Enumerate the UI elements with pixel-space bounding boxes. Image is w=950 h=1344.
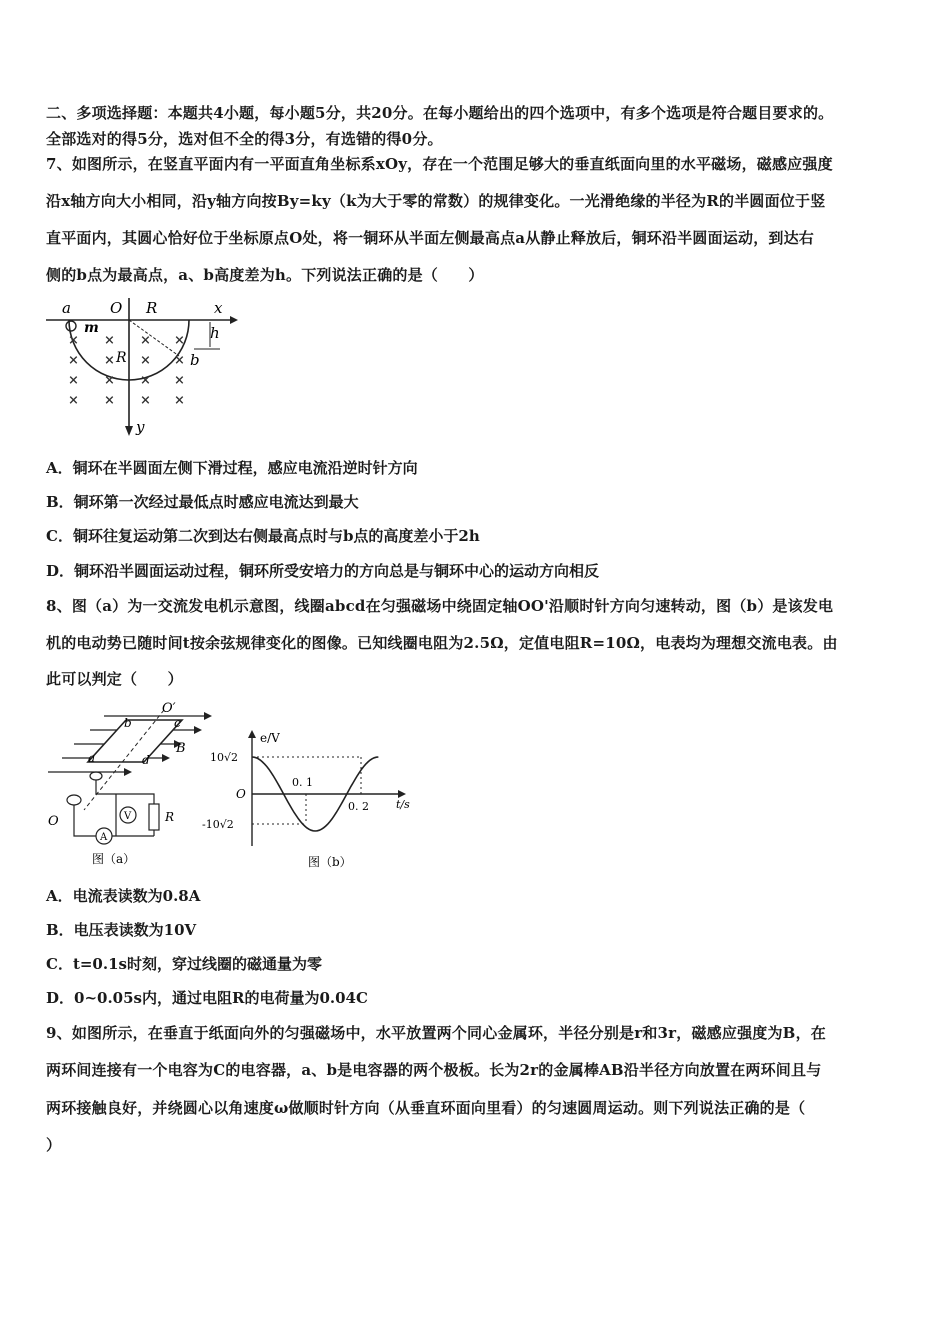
x-axis-label: t/s bbox=[396, 798, 410, 811]
label-R-mid: R bbox=[116, 350, 127, 366]
q8-line-2: 机的电动势已随时间t按余弦规律变化的图像。已知线圈电阻为2.5Ω，定值电阻R=10Ω，电表均为理想交流电表。由 bbox=[46, 634, 838, 652]
q8-line-1: 8、图（a）为一交流发电机示意图，线圈abcd在匀强磁场中绕固定轴OO'沿顺时针方向匀速转动，图（b）是该发电 bbox=[46, 597, 834, 615]
label-x: x bbox=[214, 299, 223, 317]
svg-text:×: × bbox=[68, 353, 79, 368]
svg-text:×: × bbox=[174, 373, 185, 388]
q8-option-b: B．电压表读数为10V bbox=[46, 921, 197, 939]
q7-option-d: D．铜环沿半圆面运动过程，铜环所受安培力的方向总是与铜环中心的运动方向相反 bbox=[46, 562, 600, 580]
label-y: y bbox=[136, 418, 145, 436]
y-axis-label: e/V bbox=[260, 731, 280, 745]
q8-figure-b bbox=[196, 726, 426, 874]
y-min-label: -10√2 bbox=[202, 818, 234, 831]
t1-label: 0. 1 bbox=[292, 776, 313, 789]
svg-text:×: × bbox=[68, 393, 79, 408]
magnetic-field-crosses bbox=[68, 333, 185, 408]
q8-option-c: C．t=0.1s时刻，穿过线圈的磁通量为零 bbox=[46, 955, 322, 973]
label-B: B bbox=[176, 741, 186, 756]
e-axis-arrow bbox=[248, 730, 256, 738]
t2-label: 0. 2 bbox=[348, 800, 369, 813]
svg-text:×: × bbox=[104, 333, 115, 348]
q7-option-a: A．铜环在半圆面左侧下滑过程，感应电流沿逆时针方向 bbox=[46, 459, 418, 477]
svg-text:×: × bbox=[140, 373, 151, 388]
label-O-prime: O′ bbox=[162, 701, 176, 716]
label-b: b bbox=[124, 716, 132, 730]
label-O: O bbox=[48, 814, 59, 829]
q7-figure bbox=[44, 296, 244, 444]
coil-abcd bbox=[88, 720, 182, 762]
q8-line-3: 此可以判定（ ） bbox=[46, 670, 183, 688]
section-header-line-1: 二、多项选择题：本题共4小题，每小题5分，共20分。在每小题给出的四个选项中，有多个选项是符合题目要求的。 bbox=[46, 104, 834, 122]
label-A: A bbox=[100, 832, 108, 843]
svg-text:×: × bbox=[68, 373, 79, 388]
label-a: a bbox=[88, 751, 96, 765]
origin-label: O bbox=[236, 787, 246, 801]
y-max-label: 10√2 bbox=[210, 751, 239, 764]
svg-text:×: × bbox=[104, 373, 115, 388]
label-c: c bbox=[174, 716, 181, 730]
q8-option-a: A．电流表读数为0.8A bbox=[46, 887, 201, 905]
label-R: R bbox=[165, 810, 175, 824]
t-axis-arrow bbox=[398, 790, 406, 798]
resistor-R bbox=[149, 804, 159, 830]
label-O: O bbox=[110, 299, 123, 317]
svg-text:×: × bbox=[104, 353, 115, 368]
q7-line-3: 直平面内，其圆心恰好位于坐标原点O处，将一铜环从半面左侧最高点a从静止释放后，铜环沿半圆面运动，到达右 bbox=[46, 229, 814, 247]
label-R-top: R bbox=[146, 299, 158, 317]
x-axis-arrow bbox=[230, 316, 238, 324]
label-d: d bbox=[142, 753, 150, 767]
q7-option-b: B．铜环第一次经过最低点时感应电流达到最大 bbox=[46, 493, 359, 511]
q7-option-c: C．铜环往复运动第二次到达右侧最高点时与b点的高度差小于2h bbox=[46, 527, 480, 545]
caption-b: 图（b） bbox=[308, 855, 352, 869]
svg-text:×: × bbox=[140, 333, 151, 348]
label-h: h bbox=[210, 324, 220, 342]
label-a: a bbox=[62, 299, 71, 317]
q9-line-1: 9、如图所示，在垂直于纸面向外的匀强磁场中，水平放置两个同心金属环，半径分别是r和3r，磁感应强度为B，在 bbox=[46, 1024, 826, 1042]
svg-text:×: × bbox=[140, 353, 151, 368]
radius-line bbox=[129, 320, 179, 356]
q9-line-4: ） bbox=[46, 1136, 62, 1154]
svg-text:×: × bbox=[104, 393, 115, 408]
caption-a: 图（a） bbox=[92, 852, 136, 866]
svg-text:×: × bbox=[140, 393, 151, 408]
slip-ring-1 bbox=[90, 772, 102, 780]
copper-ring bbox=[66, 321, 76, 331]
label-m: m bbox=[84, 320, 99, 336]
label-b: b bbox=[190, 351, 200, 369]
svg-text:×: × bbox=[174, 333, 185, 348]
label-V: V bbox=[124, 811, 132, 822]
slip-ring-2 bbox=[67, 795, 81, 805]
q7-line-2: 沿x轴方向大小相同，沿y轴方向按By=ky（k为大于零的常数）的规律变化。一光滑绝缘的半径为R的半圆面位于竖 bbox=[46, 192, 826, 210]
q9-line-3: 两环接触良好，并绕圆心以角速度ω做顺时针方向（从垂直环面向里看）的匀速圆周运动。则下列说法正确的是（ bbox=[46, 1099, 806, 1117]
y-axis-arrow bbox=[125, 426, 133, 436]
svg-text:×: × bbox=[174, 353, 185, 368]
q7-line-1: 7、如图所示，在竖直平面内有一平面直角坐标系xOy，存在一个范围足够大的垂直纸面向里的水平磁场，磁感应强度 bbox=[46, 155, 833, 173]
q8-option-d: D．0~0.05s内，通过电阻R的电荷量为0.04C bbox=[46, 989, 368, 1007]
svg-text:×: × bbox=[174, 393, 185, 408]
q7-line-4: 侧的b点为最高点，a、b高度差为h。下列说法正确的是（ ） bbox=[46, 266, 484, 284]
wire-left bbox=[74, 805, 96, 836]
svg-text:×: × bbox=[68, 333, 79, 348]
section-header-line-2: 全部选对的得5分，选对但不全的得3分，有选错的得0分。 bbox=[46, 130, 443, 148]
q9-line-2: 两环间连接有一个电容为C的电容器，a、b是电容器的两个极板。长为2r的金属棒AB沿半径方向放置在两环间且与 bbox=[46, 1061, 822, 1079]
